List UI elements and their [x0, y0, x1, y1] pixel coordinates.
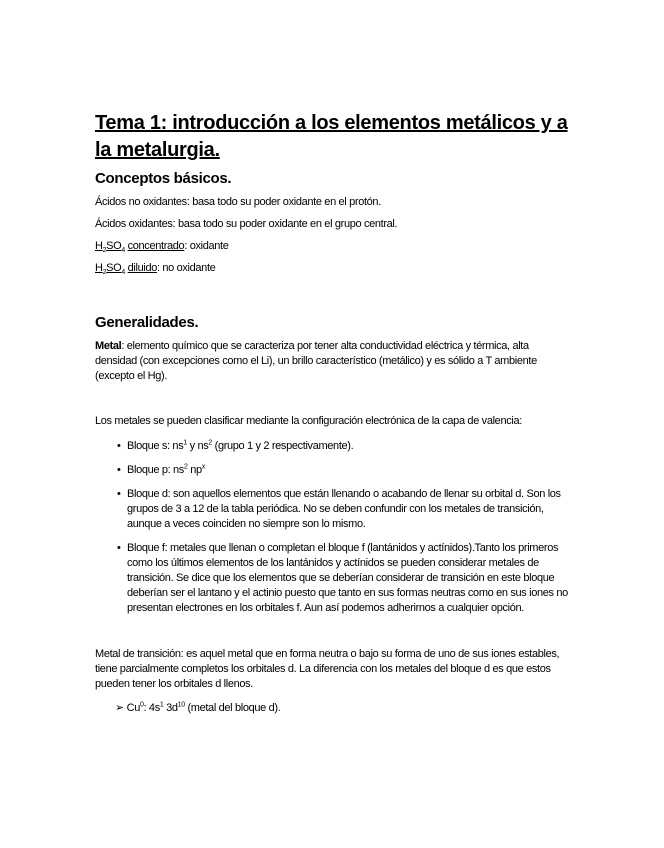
list-item-bloque-p: • Bloque p: $ns^2$ $np^x$	[117, 463, 205, 476]
list-item-bloque-f: • Bloque f: metales que llenan o completan el bloque f (lantánidos y actínidos).Tanto los primeros como los últimos elementos de los lantánidos y actínidos se pueden considerar metales de transición. Se dice que los elementos que se deberían considerar de transición en este bloque deberían ser el lantano y el actinio puesto que tanto en sus formas neutras como en sus iones no presentan electrones en los orbitales f. Aun así podemos adherirnos a cualquier opción.	[117, 542, 568, 614]
heading-conceptos: Conceptos básicos.	[95, 170, 232, 187]
text-clasificacion-intro: Los metales se pueden clasificar mediante la configuración electrónica de la capa de valencia:	[95, 415, 522, 427]
text-acidos-oxidantes: Ácidos oxidantes: basa todo su poder oxidante en el grupo central.	[95, 218, 398, 230]
list-item-bloque-s: • Bloque s: $ns^1$ y $ns^2$ (grupo 1 y 2 respectivamente).	[117, 439, 354, 452]
text-h2so4-diluido: $H_2SO_4$ diluido: no oxidante	[95, 262, 216, 277]
document-page	[95, 110, 570, 716]
text-h2so4-concentrado: $H_2SO_4$ concentrado: oxidante	[95, 240, 229, 255]
text-metal-definition: Metal: elemento químico que se caracteriza por tener alta conductividad eléctrica y térmica, alta densidad (con excepciones como el Li), un brillo característico (metálico) y es sólido a T ambiente (excepto el Hg).	[95, 340, 537, 382]
arrow-icon: ➢	[115, 702, 124, 714]
list-item-bloque-d: • Bloque d: son aquellos elementos que están llenando o acabando de llenar su orbital d. Son los grupos de 3 a 12 de la tabla periódica. No se deben confundir con los metales de transición, aunque a veces coinciden no siempre son lo mismo.	[117, 488, 561, 530]
example-cu-configuration: ➢ Cu$^0$: $4s^1$ $3d^{10}$ (metal del bloque d).	[115, 701, 281, 714]
page-title: Tema 1: introducción a los elementos metálicos y a la metalurgia.	[95, 112, 568, 161]
text-acidos-no-oxidantes: Ácidos no oxidantes: basa todo su poder oxidante en el protón.	[95, 196, 381, 208]
heading-generalidades: Generalidades.	[95, 314, 199, 331]
bloques-list	[95, 439, 570, 616]
text-metal-transicion: Metal de transición: es aquel metal que en forma neutra o bajo su forma de uno de sus iones estables, tiene parcialmente completos los orbitales d. La diferencia con los metales del bloque d es que estos pueden tener los orbitales d llenos.	[95, 648, 560, 690]
